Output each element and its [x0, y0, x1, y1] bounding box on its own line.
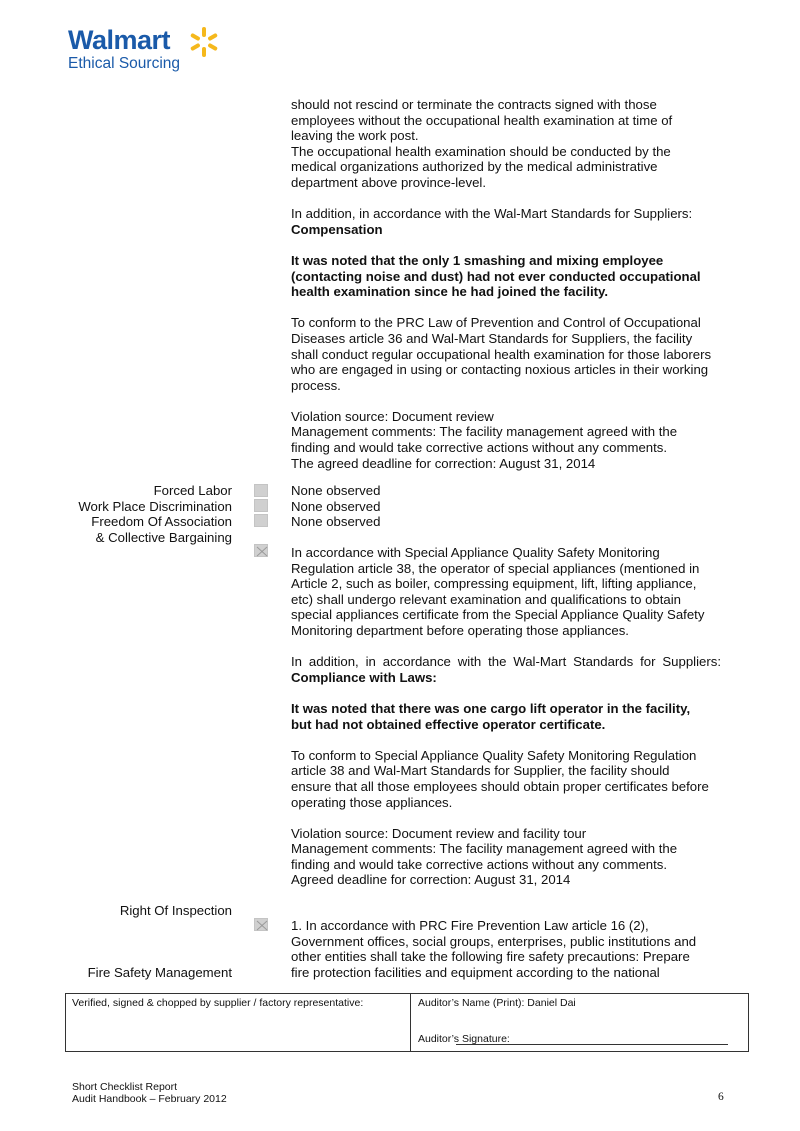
category-workplace-discrimination: Work Place Discrimination — [78, 499, 232, 514]
paragraph-special-appliance-regulation: In accordance with Special Appliance Quality Safety Monitoring Regulation article 38, the operator of special appliances (mentioned in Article 2, such as boiler, compressing equipment, lift, lifting appliance, etc) shall undergo relevant examination and qualifications to obtain special appliances certificate from the Special Appliance Quality Safety Monitoring department before operating those appliances. — [291, 545, 705, 638]
paragraph-standards-compliance: In addition, in accordance with the Wal-Mart Standards for Suppliers: Compliance with Laws: — [291, 654, 721, 685]
paragraph-violation-source-tour: Violation source: Document review and facility tour Management comments: The facility management agreed with the finding and would take corrective actions without any comments. Agreed deadline for correction: August 31, 2014 — [291, 825, 678, 888]
auditor-signature-label: Auditor’s Signature: — [418, 1033, 510, 1045]
logo-subtitle: Ethical Sourcing — [68, 55, 181, 72]
fire-safety-finding-block: 1. In accordance with PRC Fire Prevention Law article 16 (2), Government offices, social groups, enterprises, public institutions and other entities shall take the following fire safety precautions: Prepare fire protection facilities and equipment according to the national — [291, 918, 697, 980]
finding-health-examination: It was noted that the only 1 smashing and mixing employee (contacting noise and dust) had not ever conducted occupational health examination since he had joined the facility. — [291, 252, 701, 300]
footer — [72, 1081, 227, 1105]
check-x-icon — [255, 919, 269, 932]
checkbox-association-violation-checked[interactable] — [254, 544, 268, 557]
category-collective-bargaining: & Collective Bargaining — [95, 530, 232, 545]
checkbox-association[interactable] — [254, 514, 268, 527]
special-appliance-finding-block — [291, 545, 721, 904]
status-list — [291, 483, 721, 530]
paragraph-medical-organizations: The occupational health examination should be conducted by the medical organizations authorized by the medical administrative department above province-level. — [291, 143, 671, 190]
category-right-of-inspection: Right Of Inspection — [119, 903, 232, 918]
category-forced-labor: Forced Labor — [153, 483, 232, 498]
paragraph-conform-prc-law: To conform to the PRC Law of Prevention and Control of Occupational Diseases article 36 and Wal-Mart Standards for Suppliers, the facility shall conduct regular occupational health examination for those laborers who are engaged in using or contacting noxious articles in their working process. — [291, 315, 712, 393]
footer-report-title: Short Checklist Report — [72, 1081, 178, 1093]
category-fire-safety-management: Fire Safety Management — [87, 965, 232, 980]
logo-wordmark: Walmart — [68, 25, 171, 55]
footer-handbook-date: Audit Handbook – February 2012 — [72, 1093, 227, 1105]
status-forced-labor: None observed — [291, 483, 381, 498]
paragraph-rescind: should not rescind or terminate the contracts signed with those employees without the occupational health examination at time of leaving the work post. — [291, 97, 673, 144]
auditor-signature-line[interactable] — [456, 1044, 728, 1045]
auditor-name: Auditor’s Name (Print): Daniel Dai — [418, 997, 576, 1009]
supplier-verification-cell[interactable] — [66, 994, 411, 1051]
checkbox-forced-labor[interactable] — [254, 484, 268, 497]
checkbox-discrimination[interactable] — [254, 499, 268, 512]
supplier-verification-label: Verified, signed & chopped by supplier / factory representative: — [72, 997, 364, 1009]
status-discrimination: None observed — [291, 498, 381, 514]
paragraph-standards-compensation: In addition, in accordance with the Wal-Mart Standards for Suppliers: Compensation — [291, 206, 693, 237]
checkbox-fire-safety-checked[interactable] — [254, 918, 268, 931]
paragraph-violation-source: Violation source: Document review Management comments: The facility management agreed with the finding and would take corrective actions without any comments. The agreed deadline for correction: August 31, 2014 — [291, 408, 678, 471]
page-number: 6 — [718, 1091, 724, 1103]
check-x-icon — [255, 545, 269, 558]
paragraph-conform-special-appliance: To conform to Special Appliance Quality Safety Monitoring Regulation article 38 and Wal-Mart Standards for Supplier, the facility should ensure that all those employees should obtain proper certificates before operating those appliances. — [291, 747, 709, 810]
compensation-finding-block — [291, 97, 721, 487]
category-freedom-of-association: Freedom Of Association — [91, 514, 232, 529]
walmart-ethical-sourcing-logo — [68, 24, 238, 76]
status-association: None observed — [291, 514, 381, 530]
spark-icon — [188, 26, 220, 58]
finding-cargo-lift-operator: It was noted that there was one cargo lift operator in the facility, but had not obtained effective operator certificate. — [291, 700, 691, 732]
